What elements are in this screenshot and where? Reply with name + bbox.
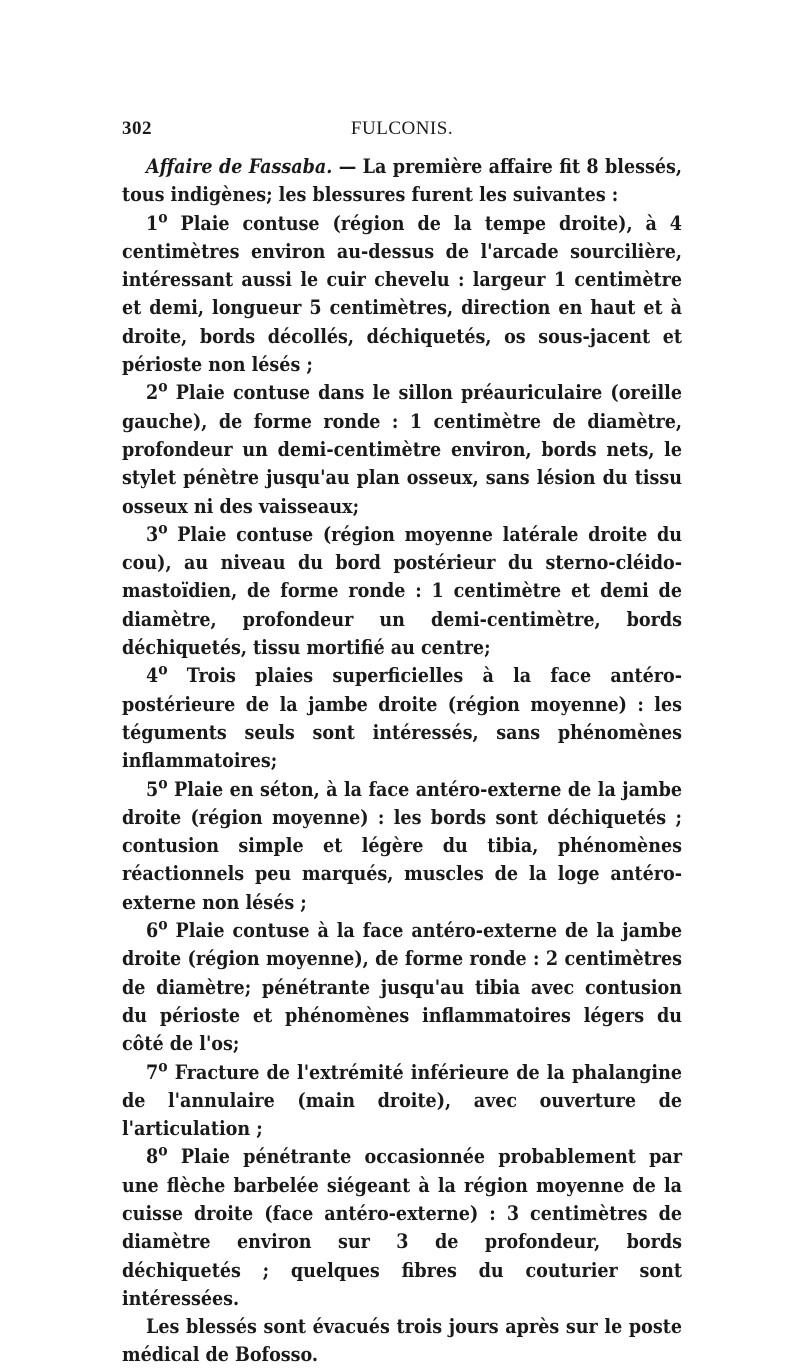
item-number: 8 [146, 1145, 159, 1169]
body-text [122, 153, 682, 1370]
wound-item-6 [122, 914, 682, 1058]
item-number: 7 [146, 1060, 159, 1084]
ordinal-mark: o [158, 1056, 168, 1075]
ordinal-mark: o [158, 1140, 168, 1160]
item-text: Plaie contuse (région de la tempe droite), à 4 centimètres environ au-dessus de l'arcade sourcilière, intéressant aussi le cuir chevelu : largeur 1 centimètre et demi, longueur 5 centimètres, direction en haut et à droite, bords décollés, déchiquetés, os sous-jacent et périoste non lésés ; [122, 211, 682, 377]
wound-item-4 [122, 659, 682, 775]
item-number: 6 [146, 919, 159, 943]
running-title: FULCONIS. [350, 118, 454, 139]
item-number: 2 [146, 381, 159, 405]
item-text: Trois plaies superficielles à la face antéro-postérieure de la jambe droite (région moyenne) : les téguments seuls sont intéressés, sans phénomènes inflammatoires; [122, 664, 682, 773]
running-head [122, 118, 682, 148]
ordinal-mark: o [158, 207, 168, 227]
wound-item-8 [122, 1140, 682, 1313]
wound-item-5 [122, 773, 682, 917]
closing-paragraph: Les blessés sont évacués trois jours après sur le poste médical de Bofosso. [122, 1315, 682, 1367]
item-text: Plaie pénétrante occasionnée probablement par une flèche barbelée siégeant à la région moyenne de la cuisse droite (face antéro-externe) : 3 centimètres de diamètre environ sur 3 de profondeur, bords déchiquetés ; quelques fibres du couturier sont intéressées. [122, 1145, 682, 1310]
ordinal-mark: o [158, 518, 168, 538]
item-number: 5 [146, 777, 159, 801]
wound-item-2 [122, 376, 682, 520]
item-number: 4 [146, 664, 159, 688]
item-text: Plaie en séton, à la face antéro-externe de la jambe droite (région moyenne) : les bords sont déchiquetés ; contusion simple et légère du tibia, phénomènes réactionnels peu marqués, muscles de la loge antéro-externe non lésés ; [122, 777, 682, 914]
ordinal-mark: o [158, 659, 168, 679]
wound-item-1 [122, 207, 682, 380]
item-text: Fracture de l'extrémité inférieure de la phalangine de l'annulaire (main droite), avec ouverture de l'articulation ; [122, 1060, 682, 1141]
item-text: Plaie contuse à la face antéro-externe de la jambe droite (région moyenne), de forme ronde : 2 centimètres de diamètre; pénétrante jusqu'au tibia avec contusion du périoste et phénomènes inflammatoires légers du côté de l'os; [122, 919, 682, 1056]
item-number: 3 [146, 522, 159, 546]
intro-paragraph [122, 153, 682, 210]
intro-text: — La première affaire fit 8 blessés, tous indigènes; les blessures furent les suivantes : [122, 155, 682, 207]
case-title: Affaire de Fassaba. [146, 155, 333, 178]
wound-item-7 [122, 1056, 682, 1144]
wound-item-3 [122, 518, 682, 662]
page-number: 302 [122, 118, 152, 139]
item-text: Plaie contuse (région moyenne latérale droite du cou), au niveau du bord postérieur du sterno-cléido-mastoïdien, de forme ronde : 1 centimètre et demi de diamètre, profondeur un demi-centimètre, bords déchiquetés, tissu mortifié au centre; [122, 522, 682, 660]
ordinal-mark: o [158, 376, 168, 396]
ordinal-mark: o [158, 773, 168, 793]
item-text: Plaie contuse dans le sillon préauriculaire (oreille gauche), de forme ronde : 1 centimètre de diamètre, profondeur un demi-centimètre environ, bords nets, le stylet pénètre jusqu'au plan osseux, sans lésion du tissu osseux ni des vaisseaux; [122, 381, 682, 518]
ordinal-mark: o [158, 914, 168, 934]
item-number: 1 [146, 211, 159, 235]
